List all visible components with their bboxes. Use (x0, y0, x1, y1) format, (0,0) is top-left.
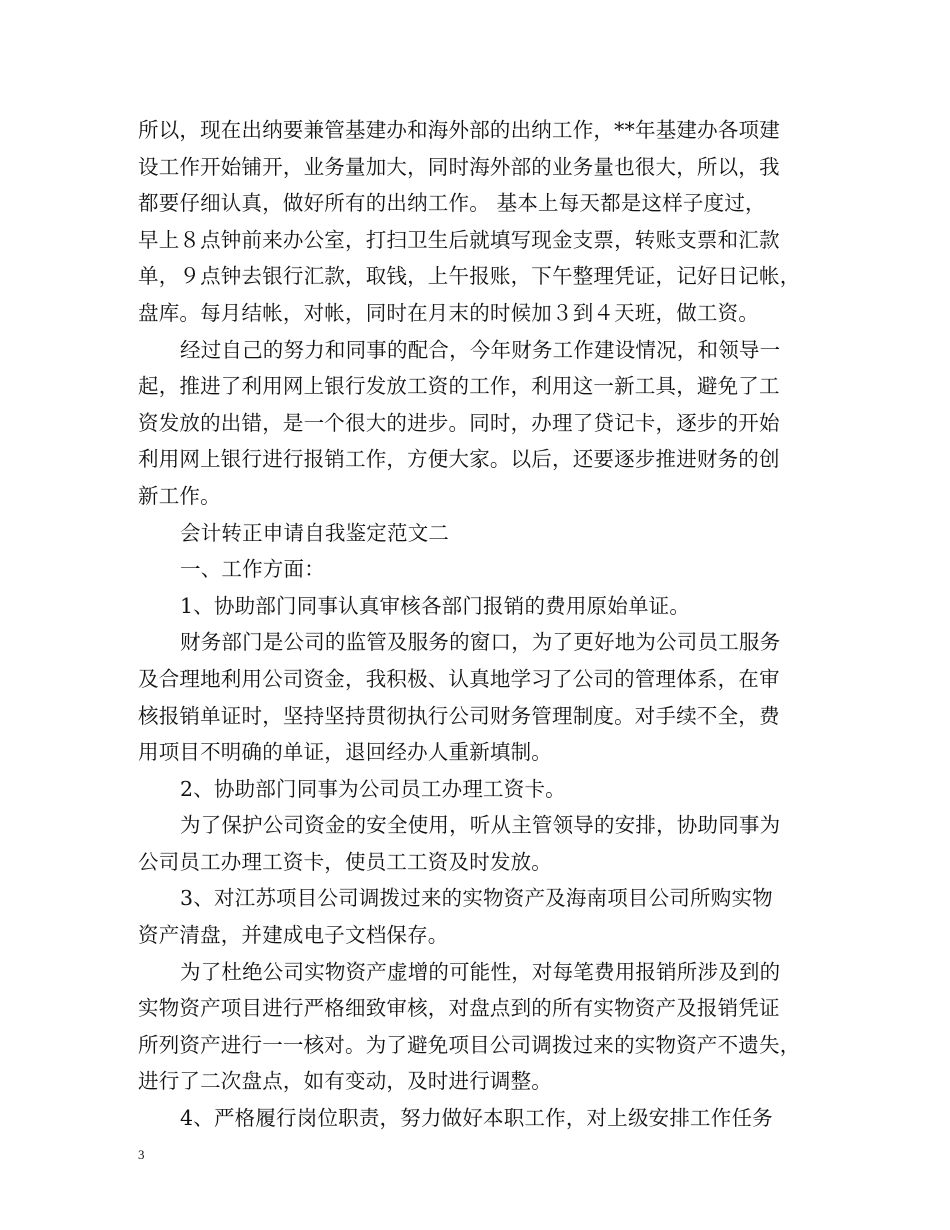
text-line: 利用网上银行进行报销工作，方便大家。以后，还要逐步推进财务的创 (138, 447, 780, 472)
subsection-heading (138, 551, 818, 588)
list-item (138, 1100, 818, 1137)
text-line: 单，９点钟去银行汇款，取钱，上午报账，下午整理凭证，记好日记帐， (138, 264, 801, 289)
page-number: 3 (138, 1147, 145, 1162)
text-line: 财务部门是公司的监管及服务的窗口，为了更好地为公司员工服务 (180, 630, 781, 655)
text-line: 盘库。每月结帐，对帐，同时在月末的时候加３到４天班，做工资。 (138, 300, 759, 325)
text-line: 为了杜绝公司实物资产虚增的可能性，对每笔费用报销所涉及到的 (180, 959, 781, 984)
list-item (138, 588, 818, 625)
text-line: 经过自己的努力和同事的配合，今年财务工作建设情况，和领导一 (180, 337, 781, 362)
text-line: 3、对江苏项目公司调拨过来的实物资产及海南项目公司所购实物 (180, 886, 773, 911)
paragraph (138, 954, 818, 1100)
paragraph (138, 807, 818, 880)
text-line: 资产清盘，并建成电子文档保存。 (138, 923, 449, 948)
text-line: 核报销单证时，坚持坚持贯彻执行公司财务管理制度。对手续不全，费 (138, 703, 780, 728)
text-line: 资发放的出错，是一个很大的进步。同时，办理了贷记卡，逐步的开始 (138, 410, 780, 435)
text-line: 1、协助部门同事认真审核各部门报销的费用原始单证。 (180, 593, 691, 618)
text-line: 会计转正申请自我鉴定范文二 (180, 520, 450, 545)
text-line: 新工作。 (138, 483, 221, 508)
text-line: 用项目不明确的单证，退回经办人重新填制。 (138, 740, 552, 765)
text-line: 进行了二次盘点，如有变动，及时进行调整。 (138, 1069, 552, 1094)
list-item (138, 880, 818, 953)
text-line: 设工作开始铺开，业务量加大，同时海外部的业务量也很大，所以，我 (138, 154, 780, 179)
text-line: 2、协助部门同事为公司员工办理工资卡。 (180, 776, 566, 801)
document-body (138, 112, 818, 1137)
text-line: 公司员工办理工资卡，使员工工资及时发放。 (138, 849, 552, 874)
text-line: 为了保护公司资金的安全使用，听从主管领导的安排，协助同事为 (180, 813, 781, 838)
paragraph (138, 332, 818, 515)
text-line: 4、严格履行岗位职责，努力做好本职工作，对上级安排工作任务 (180, 1106, 773, 1131)
text-line: 所以，现在出纳要兼管基建办和海外部的出纳工作，**年基建办各项建 (138, 118, 780, 142)
text-line: 起，推进了利用网上银行发放工资的工作，利用这一新工具，避免了工 (138, 374, 780, 399)
text-line: 一、工作方面： (180, 557, 325, 582)
text-line: 早上８点钟前来办公室，打扫卫生后就填写现金支票，转账支票和汇款 (138, 227, 780, 252)
list-item (138, 771, 818, 808)
text-line: 都要仔细认真，做好所有的出纳工作。 基本上每天都是这样子度过， (138, 191, 766, 216)
paragraph (138, 112, 818, 332)
text-line: 实物资产项目进行严格细致审核，对盘点到的所有实物资产及报销凭证 (138, 996, 780, 1021)
text-line: 所列资产进行一一核对。为了避免项目公司调拨过来的实物资产不遗失， (138, 1032, 801, 1057)
text-line: 及合理地利用公司资金，我积极、认真地学习了公司的管理体系，在审 (138, 666, 780, 691)
section-heading (138, 515, 818, 552)
paragraph (138, 624, 818, 770)
